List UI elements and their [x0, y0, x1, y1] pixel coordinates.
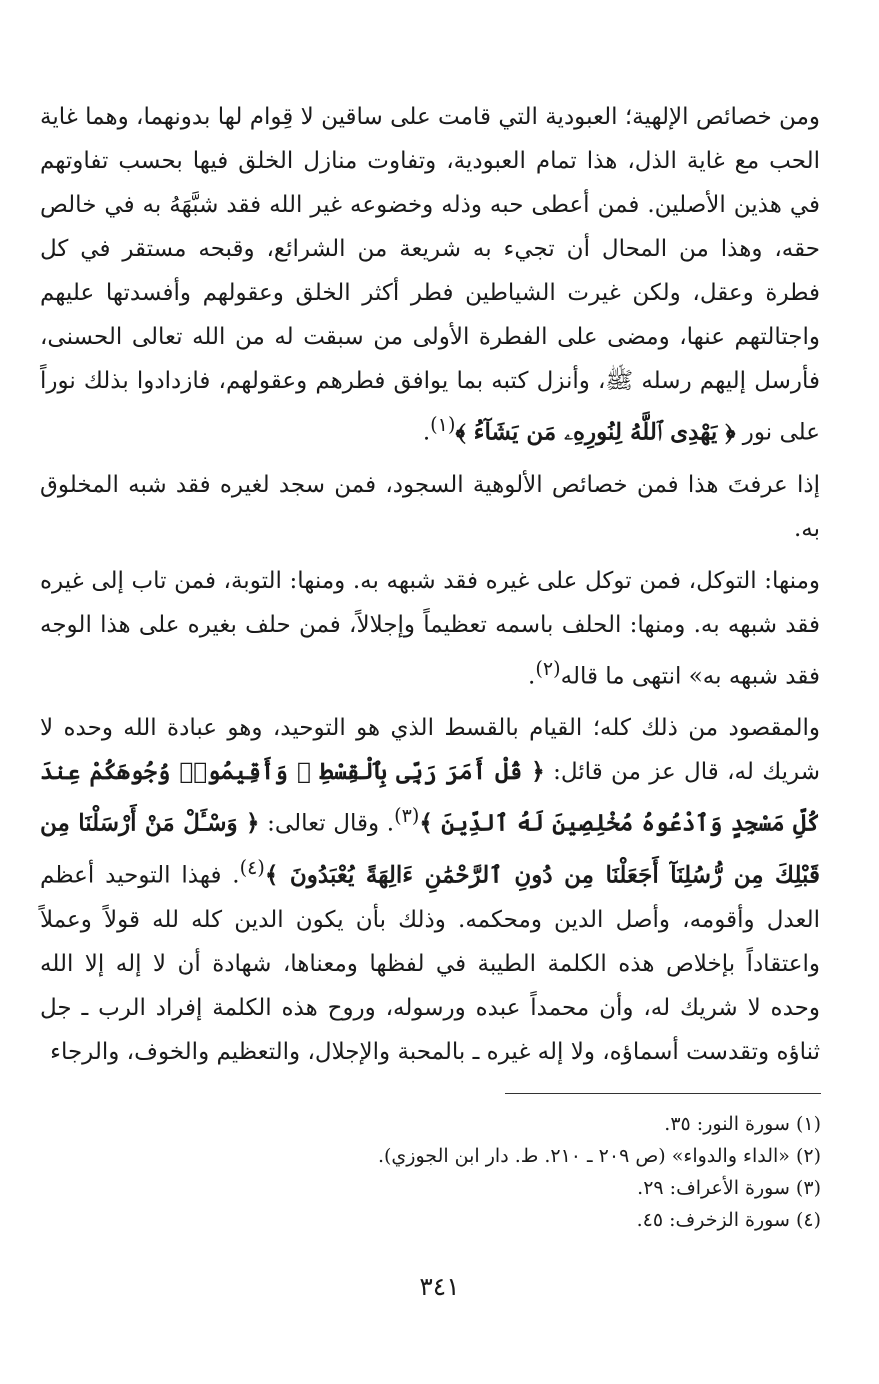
paragraph — [40, 95, 820, 455]
footnote-ref: (٣) — [394, 804, 420, 828]
footnote-divider — [505, 1093, 821, 1094]
body-text: ومن خصائص الإلهية؛ العبودية التي قامت على ساقين لا قِوام لها بدونهما، وهما غاية الحب مع غاية الذل، هذا تمام العبودية، وتفاوت منازل الخلق فيها بحسب تفاوتهم في هذين الأصلين. فمن أعطى حبه وذله وخضوعه غير الله فقد شبَّهَهُ به في خالص حقه، وهذا من المحال أن تجيء به شريعة من الشرائع، وقبحه مستقر في كل فطرة وعقل، ولكن غيرت الشياطين فطر أكثر الخلق وعقولهم وأفسدتها عليهم واجتالتهم عنها، ومضى على الفطرة الأولى من سبقت له من الله تعالى الحسنى، فأرسل إليهم رسله ﷺ، وأنزل كتبه بما يوافق فطرهم وعقولهم، فازدادوا بذلك نوراً على نور — [40, 104, 820, 446]
footnote-ref: (١) — [430, 413, 456, 436]
page-body — [40, 95, 820, 1082]
footnote: (٤) سورة الزخرف: ٤٥. — [636, 1209, 821, 1231]
quran-verse: ﴿ يَهْدِى ٱللَّهُ لِنُورِهِۦ مَن يَشَآءُ ﴾ — [455, 418, 736, 446]
footnote: (١) سورة النور: ٣٥. — [664, 1113, 821, 1135]
body-text: . وقال تعالى: — [259, 810, 395, 837]
body-text: . — [528, 663, 536, 690]
footnotes — [121, 1108, 821, 1236]
quran-verse: ﴿ قُلْ أَمَرَ رَبِّى بِٱلْقِسْطِ ۖ وَأَقِيمُوا۟ وُجُوهَكُمْ عِندَ كُلِّ مَسْجِدٍ وَٱدْعُوهُ مُخْلِصِينَ لَهُ ٱلدِّينَ ﴾ — [40, 758, 821, 837]
body-text: إذا عرفتَ هذا فمن خصائص الألوهية السجود، فمن سجد لغيره فقد شبه المخلوق به. — [40, 471, 820, 542]
body-text: . — [422, 419, 431, 446]
quran-verse: ﴿ وَسْـَٔلْ مَنْ أَرْسَلْنَا مِن قَبْلِكَ مِن رُّسُلِنَآ أَجَعَلْنَا مِن دُونِ ٱلرَّحْمَٰنِ ءَالِهَةً يُعْبَدُونَ ﴾ — [40, 809, 820, 889]
page-number: ٣٤١ — [419, 1272, 460, 1301]
paragraph — [40, 559, 820, 699]
paragraph — [40, 463, 820, 551]
body-text: والمقصود من ذلك كله؛ القيام بالقسط الذي هو التوحيد، وهو عبادة الله وحده لا شريك له، قال عز من قائل: — [40, 715, 820, 786]
footnote-ref: (٢) — [535, 656, 561, 680]
paragraph — [40, 706, 820, 1073]
footnote: (٣) سورة الأعراف: ٢٩. — [637, 1177, 821, 1199]
footnote-ref: (٤) — [239, 855, 265, 879]
footnote: (٢) «الداء والدواء» (ص ٢٠٩ ـ ٢١٠. ط. دار ابن الجوزي). — [377, 1145, 821, 1167]
body-text: ومنها: التوكل، فمن توكل على غيره فقد شبهه به. ومنها: التوبة، فمن تاب إلى غيره فقد شبهه به. ومنها: الحلف باسمه تعظيماً وإجلالاً، فمن حلف بغيره على هذا الوجه فقد شبهه به» انتهى ما قاله — [40, 567, 820, 690]
body-text: . فهذا التوحيد أعظم العدل وأقومه، وأصل الدين ومحكمه. وذلك بأن يكون الدين كله لله قولاً وعملاً واعتقاداً بإخلاص هذه الكلمة الطيبة في لفظها ومعناها، شهادة أن لا إله إلا الله وحده لا شريك له، وأن محمداً عبده ورسوله، وروح هذه الكلمة إفراد الرب ـ جل ثناؤه وتقدست أسماؤه، ولا إله غيره ـ بالمحبة والإجلال، والتعظيم والخوف، والرجاء — [40, 862, 820, 1065]
